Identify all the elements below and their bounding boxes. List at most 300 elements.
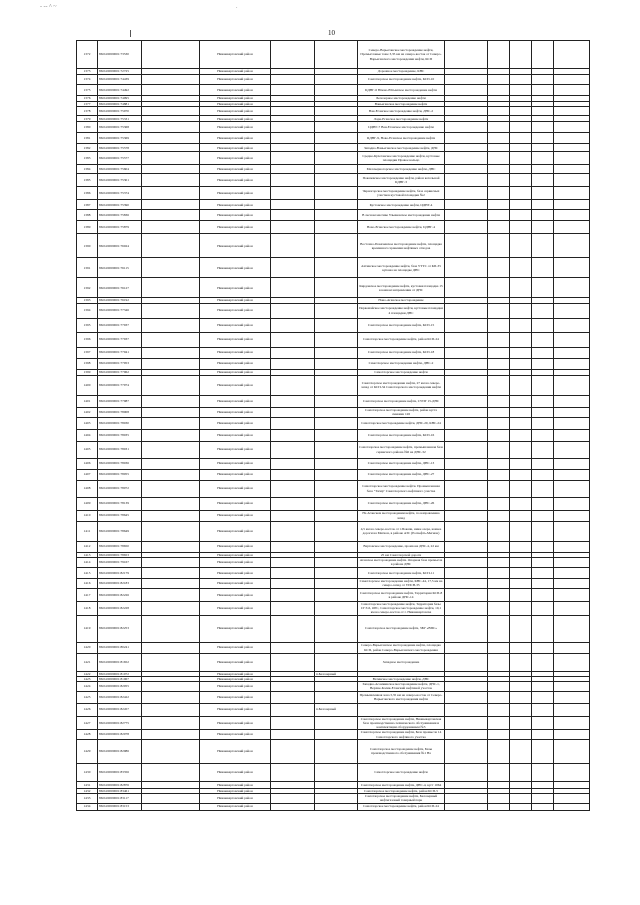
empty-cell	[488, 541, 510, 552]
empty-cell	[271, 278, 315, 298]
empty-cell	[488, 794, 510, 804]
empty-cell	[142, 395, 200, 407]
empty-cell	[271, 557, 315, 567]
empty-cell	[554, 210, 590, 221]
district-cell: Нижневартовский район	[200, 303, 271, 318]
scan-mark: .	[236, 4, 238, 10]
empty-cell	[142, 332, 200, 347]
empty-cell	[554, 417, 590, 429]
empty-cell	[554, 730, 590, 740]
empty-cell	[488, 567, 510, 578]
district-cell: Нижневартовский район	[200, 102, 271, 107]
row-number-cell: 1430	[77, 763, 98, 781]
settlement-cell	[315, 615, 358, 642]
registry-table	[76, 40, 590, 811]
location-description-cell: Вартовское месторождение, промзона ДНС-4, 22 км	[358, 541, 445, 552]
location-description-cell: Кирдовское месторождение нефти, кустовая площадка 15 в южном направлении от ДНС	[358, 278, 445, 298]
empty-cell	[271, 588, 315, 601]
empty-cell	[445, 781, 488, 788]
table-row	[77, 41, 590, 69]
empty-cell	[488, 682, 510, 692]
empty-cell	[488, 133, 510, 144]
empty-cell	[142, 578, 200, 588]
empty-cell	[488, 716, 510, 730]
empty-cell	[488, 497, 510, 510]
row-number-cell: 1415	[77, 567, 98, 578]
empty-cell	[142, 210, 200, 221]
cadastral-number-cell: 86:04:0000001:72725	[98, 69, 142, 75]
location-description-cell: Самотлорское месторождение нефти, База промысла 14 Самотлорского нефтяного участка	[358, 730, 445, 740]
row-number-cell: 1408	[77, 480, 98, 497]
empty-cell	[532, 395, 554, 407]
cadastral-number-cell: 86:04:0000001:82055	[98, 682, 142, 692]
empty-cell	[142, 258, 200, 278]
empty-cell	[445, 258, 488, 278]
empty-cell	[488, 107, 510, 116]
empty-cell	[445, 716, 488, 730]
settlement-cell	[315, 567, 358, 578]
table-row	[77, 794, 590, 804]
location-description-cell: Самотлорское месторождение нефти, ДНС-13	[358, 458, 445, 469]
empty-cell	[510, 174, 532, 187]
location-description-cell: Ново-Аганское месторождение	[358, 298, 445, 303]
empty-cell	[271, 578, 315, 588]
table-row	[77, 615, 590, 642]
district-cell: Нижневартовский район	[200, 318, 271, 332]
row-number-cell: 1419	[77, 615, 98, 642]
empty-cell	[445, 441, 488, 458]
empty-cell	[532, 152, 554, 165]
empty-cell	[554, 318, 590, 332]
settlement-cell	[315, 458, 358, 469]
empty-cell	[271, 794, 315, 804]
location-description-cell: Самотлорское месторождение нефти, район КСП-24	[358, 803, 445, 810]
row-number-cell: 1418	[77, 601, 98, 615]
table-row	[77, 358, 590, 369]
location-description-cell: Западно-Асомкинское месторождение нефти, ДНС-1, Верхне-Колик-Еганский нефтяной участок	[358, 682, 445, 692]
row-number-cell: 1417	[77, 588, 98, 601]
empty-cell	[445, 615, 488, 642]
district-cell: Нижневартовский район	[200, 567, 271, 578]
empty-cell	[488, 691, 510, 703]
empty-cell	[532, 703, 554, 716]
empty-cell	[510, 803, 532, 810]
district-cell: Нижневартовский район	[200, 521, 271, 541]
empty-cell	[142, 469, 200, 480]
empty-cell	[445, 303, 488, 318]
district-cell: Нижневартовский район	[200, 41, 271, 69]
empty-cell	[554, 642, 590, 653]
location-description-cell: Самотлорское месторождение нефти, КНС-44, 17,5 км на северо-запад от УПСВ-35	[358, 578, 445, 588]
location-description-cell: Аганское месторождение нефти. Опорная база промысла в районе ДНС	[358, 557, 445, 567]
empty-cell	[488, 122, 510, 133]
location-description-cell: Самотлорское месторождение нефти, промышленная база сервисного района №6 на ДНС-32	[358, 441, 445, 458]
settlement-cell	[315, 521, 358, 541]
empty-cell	[271, 258, 315, 278]
row-number-cell: 1404	[77, 429, 98, 441]
table-row	[77, 429, 590, 441]
empty-cell	[488, 730, 510, 740]
empty-cell	[445, 541, 488, 552]
empty-cell	[142, 682, 200, 692]
empty-cell	[445, 730, 488, 740]
table-row	[77, 144, 590, 152]
empty-cell	[554, 332, 590, 347]
district-cell: Нижневартовский район	[200, 676, 271, 681]
empty-cell	[142, 615, 200, 642]
cadastral-number-cell: 86:04:0000001:75577	[98, 152, 142, 165]
row-number-cell: 1395	[77, 318, 98, 332]
cadastral-number-cell: 86:04:0000001:77937	[98, 332, 142, 347]
empty-cell	[445, 601, 488, 615]
empty-cell	[271, 200, 315, 210]
cadastral-number-cell: 86:04:0000001:83117	[98, 794, 142, 804]
row-number-cell: 1427	[77, 716, 98, 730]
location-description-cell: Средне-Кулеганское месторождение нефти, кустовые площадки Правое кольцо	[358, 152, 445, 165]
empty-cell	[488, 395, 510, 407]
settlement-cell	[315, 730, 358, 740]
district-cell: Нижневартовский район	[200, 332, 271, 347]
page-number: 10	[328, 29, 335, 37]
empty-cell	[532, 567, 554, 578]
district-cell: Нижневартовский район	[200, 221, 271, 234]
table-row	[77, 278, 590, 298]
row-number-cell: 1383	[77, 152, 98, 165]
location-description-cell: Самотлорское месторождение нефти, КСП-10	[358, 75, 445, 85]
empty-cell	[510, 41, 532, 69]
row-number-cell: 1389	[77, 221, 98, 234]
district-cell: Нижневартовский район	[200, 200, 271, 210]
empty-cell	[510, 567, 532, 578]
empty-cell	[532, 417, 554, 429]
district-cell: Нижневартовский район	[200, 278, 271, 298]
table-row	[77, 407, 590, 417]
cadastral-number-cell: 86:04:0000001:79167	[98, 557, 142, 567]
empty-cell	[510, 107, 532, 116]
empty-cell	[271, 497, 315, 510]
empty-cell	[510, 642, 532, 653]
empty-cell	[142, 794, 200, 804]
empty-cell	[142, 497, 200, 510]
empty-cell	[510, 781, 532, 788]
empty-cell	[488, 407, 510, 417]
empty-cell	[510, 358, 532, 369]
empty-cell	[554, 144, 590, 152]
empty-cell	[532, 441, 554, 458]
district-cell: Нижневартовский район	[200, 96, 271, 102]
empty-cell	[445, 567, 488, 578]
cadastral-number-cell: 86:04:0000001:74439	[98, 75, 142, 85]
row-number-cell: 1412	[77, 541, 98, 552]
settlement-cell	[315, 258, 358, 278]
empty-cell	[445, 318, 488, 332]
location-description-cell: Самотлорское месторождение нефти, район куста скважин 126	[358, 407, 445, 417]
table-row	[77, 174, 590, 187]
row-number-cell: 1385	[77, 174, 98, 187]
empty-cell	[554, 234, 590, 258]
empty-cell	[445, 107, 488, 116]
empty-cell	[488, 429, 510, 441]
empty-cell	[510, 557, 532, 567]
cadastral-number-cell: 86:04:0000001:83153	[98, 803, 142, 810]
cadastral-number-cell: 86:04:0000001:82422	[98, 691, 142, 703]
settlement-cell	[315, 763, 358, 781]
empty-cell	[271, 521, 315, 541]
empty-cell	[142, 781, 200, 788]
location-description-cell: Самотлорское месторождение нефти, КСП-18	[358, 347, 445, 358]
empty-cell	[532, 458, 554, 469]
table-row	[77, 133, 590, 144]
empty-cell	[532, 144, 554, 152]
table-row	[77, 258, 590, 278]
empty-cell	[554, 521, 590, 541]
cadastral-number-cell: 86:04:0000001:82876	[98, 781, 142, 788]
empty-cell	[271, 303, 315, 318]
settlement-cell	[315, 210, 358, 221]
empty-cell	[142, 165, 200, 174]
empty-cell	[271, 395, 315, 407]
cadastral-number-cell: 86:04:0000001:82457	[98, 703, 142, 716]
empty-cell	[532, 730, 554, 740]
location-description-cell: ЦДНГ-9, Ново-Еганское месторождение нефти	[358, 133, 445, 144]
empty-cell	[510, 615, 532, 642]
table-row	[77, 497, 590, 510]
table-row	[77, 510, 590, 521]
cadastral-number-cell: 86:04:0000001:75390	[98, 200, 142, 210]
settlement-cell	[315, 480, 358, 497]
empty-cell	[554, 691, 590, 703]
district-cell: Нижневартовский район	[200, 703, 271, 716]
row-number-cell: 1378	[77, 107, 98, 116]
location-description-cell: Ватинское месторождение нефти, ДНС	[358, 676, 445, 681]
empty-cell	[142, 278, 200, 298]
empty-cell	[142, 739, 200, 763]
empty-cell	[488, 152, 510, 165]
empty-cell	[142, 429, 200, 441]
table-row	[77, 739, 590, 763]
empty-cell	[445, 417, 488, 429]
empty-cell	[510, 303, 532, 318]
settlement-cell	[315, 332, 358, 347]
cadastral-number-cell: 86:04:0000001:77346	[98, 303, 142, 318]
cadastral-number-cell: 86:04:0000001:74995	[98, 96, 142, 102]
empty-cell	[488, 803, 510, 810]
settlement-cell	[315, 682, 358, 692]
empty-cell	[554, 703, 590, 716]
settlement-cell	[315, 497, 358, 510]
district-cell: Нижневартовский район	[200, 803, 271, 810]
cadastral-number-cell: 86:04:0000001:78650	[98, 541, 142, 552]
empty-cell	[445, 703, 488, 716]
empty-cell	[142, 653, 200, 671]
district-cell: Нижневартовский район	[200, 578, 271, 588]
empty-cell	[532, 794, 554, 804]
district-cell: Нижневартовский район	[200, 671, 271, 676]
empty-cell	[488, 480, 510, 497]
row-number-cell: 1388	[77, 210, 98, 221]
row-number-cell: 1411	[77, 521, 98, 541]
empty-cell	[142, 703, 200, 716]
empty-cell	[271, 318, 315, 332]
settlement-cell	[315, 234, 358, 258]
settlement-cell	[315, 716, 358, 730]
cadastral-number-cell: 86:04:0000001:83461	[98, 788, 142, 793]
table-row	[77, 375, 590, 395]
district-cell: Нижневартовский район	[200, 469, 271, 480]
location-description-cell: Промышленная зона 3,35 км на северо-восток от Северо-Варьеганского месторождения нефти	[358, 691, 445, 703]
empty-cell	[532, 407, 554, 417]
empty-cell	[510, 395, 532, 407]
cadastral-number-cell: 86:04:0000001:82253	[98, 615, 142, 642]
row-number-cell: 1403	[77, 417, 98, 429]
cadastral-number-cell: 86:04:0000001:75970	[98, 107, 142, 116]
location-description-cell: Малочерногорское месторождение нефти, ДНС	[358, 165, 445, 174]
district-cell: Нижневартовский район	[200, 429, 271, 441]
table-row	[77, 200, 590, 210]
row-number-cell: 1402	[77, 407, 98, 417]
empty-cell	[510, 510, 532, 521]
empty-cell	[142, 122, 200, 133]
cadastral-number-cell: 86:04:0000001:75578	[98, 144, 142, 152]
empty-cell	[488, 165, 510, 174]
settlement-cell	[315, 395, 358, 407]
empty-cell	[488, 510, 510, 521]
empty-cell	[510, 588, 532, 601]
empty-cell	[142, 303, 200, 318]
empty-cell	[510, 278, 532, 298]
empty-cell	[554, 803, 590, 810]
district-cell: Нижневартовский район	[200, 144, 271, 152]
district-cell: Нижневартовский район	[200, 358, 271, 369]
cadastral-number-cell: 86:04:0000001:76192	[98, 298, 142, 303]
row-number-cell: 1382	[77, 144, 98, 152]
empty-cell	[532, 318, 554, 332]
empty-cell	[510, 165, 532, 174]
table-row	[77, 469, 590, 480]
district-cell: Нижневартовский район	[200, 588, 271, 601]
location-description-cell: Самотлорское месторождение нефти, ДНС-27	[358, 469, 445, 480]
empty-cell	[554, 601, 590, 615]
empty-cell	[142, 691, 200, 703]
district-cell: Нижневартовский район	[200, 375, 271, 395]
district-cell: Нижневартовский район	[200, 234, 271, 258]
location-description-cell: В лесном массиве Ульяновское месторождение нефти	[358, 210, 445, 221]
table-row	[77, 578, 590, 588]
district-cell: Нижневартовский район	[200, 395, 271, 407]
empty-cell	[532, 497, 554, 510]
empty-cell	[445, 557, 488, 567]
empty-cell	[488, 303, 510, 318]
district-cell: Нижневартовский район	[200, 133, 271, 144]
table-row	[77, 803, 590, 810]
settlement-cell	[315, 510, 358, 521]
empty-cell	[445, 75, 488, 85]
row-number-cell: 1433	[77, 794, 98, 804]
empty-cell	[445, 588, 488, 601]
cadastral-number-cell: 86:04:0000001:77941	[98, 347, 142, 358]
empty-cell	[271, 803, 315, 810]
empty-cell	[554, 122, 590, 133]
empty-cell	[510, 187, 532, 200]
location-description-cell: Самотлорское месторождение нефти, ДНС-2	[358, 358, 445, 369]
row-number-cell: 1401	[77, 395, 98, 407]
cadastral-number-cell: 86:04:0000001:78645	[98, 510, 142, 521]
empty-cell	[532, 480, 554, 497]
empty-cell	[445, 691, 488, 703]
empty-cell	[488, 347, 510, 358]
row-number-cell: 1407	[77, 469, 98, 480]
empty-cell	[488, 234, 510, 258]
empty-cell	[271, 122, 315, 133]
empty-cell	[532, 691, 554, 703]
cadastral-number-cell: 86:04:0000001:73530	[98, 41, 142, 69]
empty-cell	[532, 541, 554, 552]
empty-cell	[271, 429, 315, 441]
empty-cell	[142, 557, 200, 567]
settlement-cell	[315, 541, 358, 552]
table-row	[77, 332, 590, 347]
empty-cell	[510, 258, 532, 278]
empty-cell	[271, 407, 315, 417]
empty-cell	[142, 601, 200, 615]
row-number-cell: 1375	[77, 85, 98, 96]
empty-cell	[445, 358, 488, 369]
empty-cell	[271, 107, 315, 116]
empty-cell	[271, 347, 315, 358]
empty-cell	[488, 318, 510, 332]
district-cell: Нижневартовский район	[200, 258, 271, 278]
cadastral-number-cell: 86:04:0000001:78031	[98, 441, 142, 458]
row-number-cell: 1410	[77, 510, 98, 521]
empty-cell	[532, 429, 554, 441]
empty-cell	[532, 75, 554, 85]
cadastral-number-cell: 86:04:0000001:82986	[98, 739, 142, 763]
district-cell: Нижневартовский район	[200, 174, 271, 187]
empty-cell	[532, 332, 554, 347]
empty-cell	[532, 258, 554, 278]
empty-cell	[510, 458, 532, 469]
location-description-cell: Лорн-Еганское месторождение нефти	[358, 116, 445, 122]
empty-cell	[510, 653, 532, 671]
district-cell: Нижневартовский район	[200, 541, 271, 552]
row-number-cell: 1394	[77, 303, 98, 318]
empty-cell	[554, 739, 590, 763]
empty-cell	[488, 588, 510, 601]
empty-cell	[510, 417, 532, 429]
row-number-cell: 1429	[77, 739, 98, 763]
empty-cell	[554, 429, 590, 441]
empty-cell	[445, 375, 488, 395]
empty-cell	[510, 85, 532, 96]
empty-cell	[532, 347, 554, 358]
table-row	[77, 152, 590, 165]
location-description-cell: Самотлорское месторождение нефти, ЗБУ «ВПС»	[358, 615, 445, 642]
settlement-cell	[315, 165, 358, 174]
table-row	[77, 122, 590, 133]
empty-cell	[532, 578, 554, 588]
empty-cell	[142, 200, 200, 210]
empty-cell	[532, 642, 554, 653]
district-cell: Нижневартовский район	[200, 691, 271, 703]
cadastral-number-cell: 86:04:0000001:75879	[98, 221, 142, 234]
margin-tick	[130, 30, 131, 37]
district-cell: Нижневартовский район	[200, 187, 271, 200]
empty-cell	[445, 133, 488, 144]
empty-cell	[532, 107, 554, 116]
empty-cell	[271, 174, 315, 187]
table-row	[77, 521, 590, 541]
empty-cell	[554, 716, 590, 730]
